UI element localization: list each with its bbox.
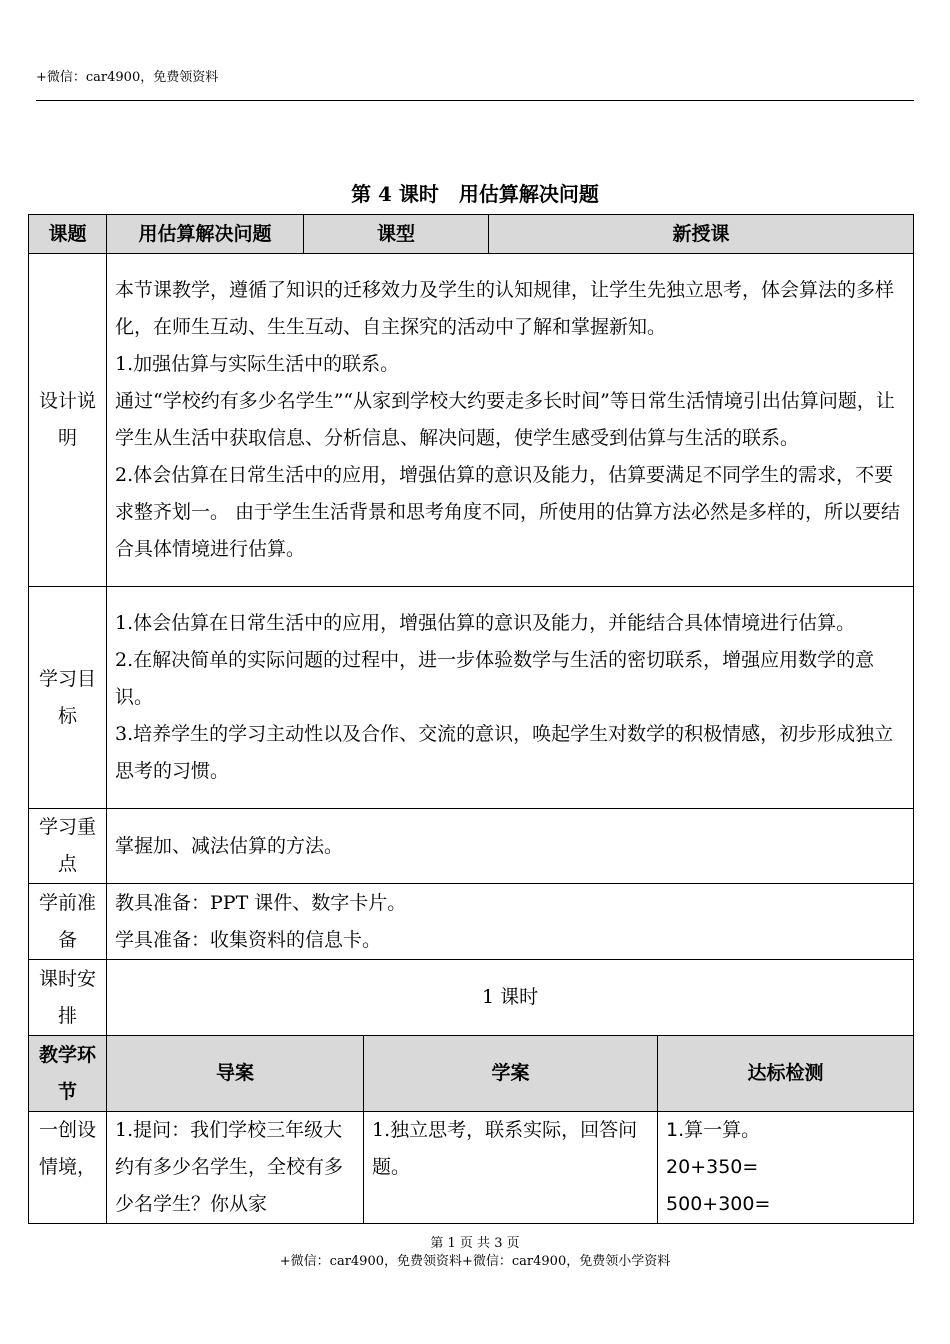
study-column-header: 学案 bbox=[364, 1036, 658, 1112]
step1-row bbox=[29, 1112, 914, 1224]
lesson-type-label: 课型 bbox=[304, 215, 489, 254]
goals-content bbox=[107, 587, 914, 809]
focus-row bbox=[29, 809, 914, 884]
topic-label: 课题 bbox=[29, 215, 107, 254]
prep-content bbox=[107, 884, 914, 960]
topic-row bbox=[29, 215, 914, 254]
header-divider bbox=[36, 100, 914, 101]
design-paragraph: 本节课教学，遵循了知识的迁移效力及学生的认知规律，让学生先独立思考，体会算法的多样化，在师生互动、生生互动、自主探究的活动中了解和掌握新知。 bbox=[115, 279, 895, 338]
page-number: 第 1 页 共 3 页 bbox=[430, 1236, 520, 1251]
design-row bbox=[29, 254, 914, 587]
goal-item: 3.培养学生的学习主动性以及合作、交流的意识，唤起学生对数学的积极情感，初步形成独立思考的习惯。 bbox=[115, 723, 894, 782]
step1-guide: 1.提问：我们学校三年级大约有多少名学生，全校有多少名学生？你从家 bbox=[107, 1112, 364, 1224]
lesson-type-value: 新授课 bbox=[489, 215, 914, 254]
steps-header-row bbox=[29, 1036, 914, 1112]
header-note: +微信：car4900，免费领资料 bbox=[36, 70, 219, 85]
step1-label: 一创设情境， bbox=[29, 1112, 107, 1224]
goals-label: 学习目标 bbox=[29, 587, 107, 809]
design-paragraph: 2.体会估算在日常生活中的应用，增强估算的意识及能力，估算要满足不同学生的需求，不要求整齐划一。 由于学生生活背景和思考角度不同，所使用的估算方法必然是多样的，所以要结合具体情境进行估算。 bbox=[115, 464, 901, 560]
focus-label: 学习重点 bbox=[29, 809, 107, 884]
prep-line: 学具准备：收集资料的信息卡。 bbox=[115, 928, 382, 951]
lesson-plan-table bbox=[28, 214, 914, 1224]
check-line: 500+300= bbox=[666, 1193, 771, 1215]
check-line: 20+350= bbox=[666, 1156, 759, 1178]
schedule-value: 1 课时 bbox=[107, 960, 914, 1036]
schedule-label: 课时安排 bbox=[29, 960, 107, 1036]
goals-row bbox=[29, 587, 914, 809]
prep-line: 教具准备：PPT 课件、数字卡片。 bbox=[115, 891, 407, 914]
design-paragraph: 通过“学校约有多少名学生”“从家到学校大约要走多长时间”等日常生活情境引出估算问题，让学生从生活中获取信息、分析信息、解决问题，使学生感受到估算与生活的联系。 bbox=[115, 390, 895, 449]
goal-item: 1.体会估算在日常生活中的应用，增强估算的意识及能力，并能结合具体情境进行估算。 bbox=[115, 612, 856, 634]
steps-label: 教学环节 bbox=[29, 1036, 107, 1112]
footer-note: +微信：car4900，免费领资料+微信：car4900，免费领小学资料 bbox=[279, 1254, 671, 1269]
step1-study: 1.独立思考，联系实际，回答问题。 bbox=[364, 1112, 658, 1224]
prep-label: 学前准备 bbox=[29, 884, 107, 960]
check-column-header: 达标检测 bbox=[658, 1036, 914, 1112]
guide-column-header: 导案 bbox=[107, 1036, 364, 1112]
prep-row bbox=[29, 884, 914, 960]
design-content bbox=[107, 254, 914, 587]
design-paragraph: 1.加强估算与实际生活中的联系。 bbox=[115, 353, 400, 375]
check-line: 1.算一算。 bbox=[666, 1119, 761, 1141]
step1-check bbox=[658, 1112, 914, 1224]
topic-value: 用估算解决问题 bbox=[107, 215, 304, 254]
goal-item: 2.在解决简单的实际问题的过程中，进一步体验数学与生活的密切联系，增强应用数学的意识。 bbox=[115, 649, 875, 708]
focus-value: 掌握加、减法估算的方法。 bbox=[107, 809, 914, 884]
design-label: 设计说明 bbox=[29, 254, 107, 587]
page-title: 第 4 课时 用估算解决问题 bbox=[351, 182, 599, 206]
schedule-row bbox=[29, 960, 914, 1036]
